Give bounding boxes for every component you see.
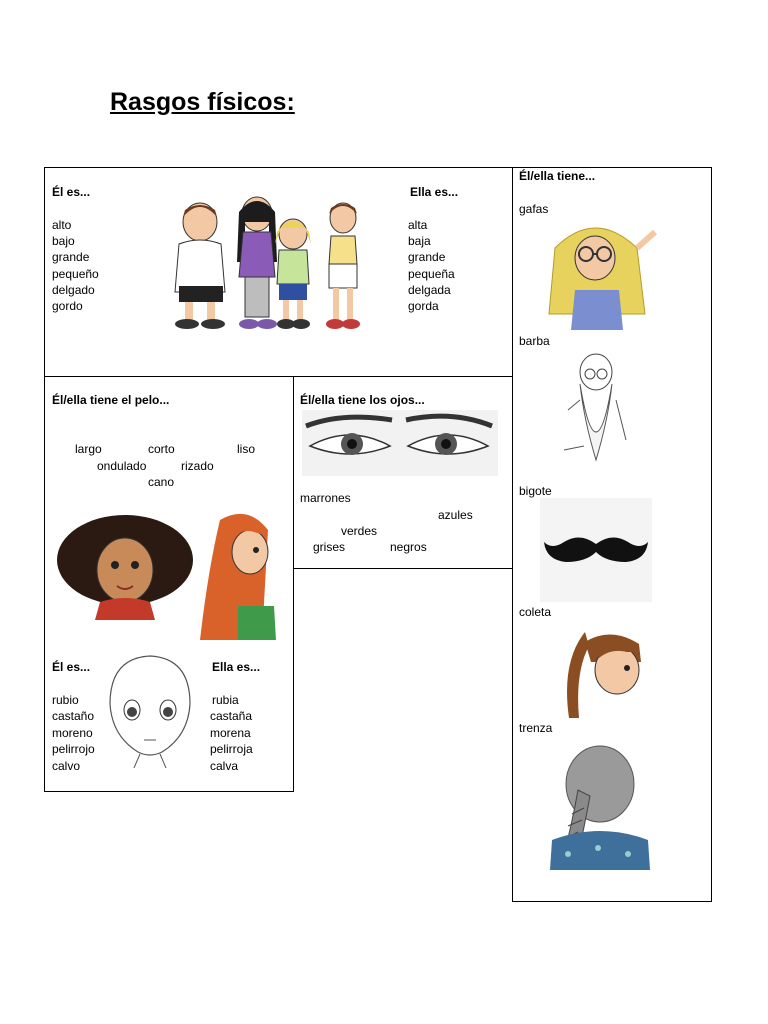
- hair-ella-es-heading: Ella es...: [212, 660, 261, 674]
- bald-head-sketch: [102, 652, 198, 768]
- feature-label-gafas: gafas: [519, 202, 549, 216]
- adj-el: alto: [52, 218, 72, 232]
- adj-el: bajo: [52, 234, 75, 248]
- braid-illustration: [548, 744, 652, 870]
- hair-el-es-heading: Él es...: [52, 660, 91, 674]
- adj-ella: gorda: [408, 299, 439, 313]
- eye-color: verdes: [341, 524, 378, 538]
- hair-color-ella: pelirroja: [210, 742, 253, 756]
- glasses-girl-illustration: [545, 218, 660, 330]
- hair-word: liso: [237, 442, 256, 456]
- eye-color: marrones: [300, 491, 351, 505]
- hair-color-ella: morena: [210, 726, 251, 740]
- hair-color-el: rubio: [52, 693, 79, 707]
- hair-color-ella: rubia: [212, 693, 239, 707]
- adj-el: delgado: [52, 283, 95, 297]
- feature-label-bigote: bigote: [519, 484, 552, 498]
- hair-color-el: calvo: [52, 759, 81, 773]
- eye-color: grises: [313, 540, 346, 554]
- curly-hair-kid-illustration: [55, 510, 195, 620]
- hair-color-ella: calva: [210, 759, 239, 773]
- features-heading: Él/ella tiene...: [519, 169, 596, 183]
- adj-ella: grande: [408, 250, 446, 264]
- feature-label-barba: barba: [519, 334, 550, 348]
- adj-ella: pequeña: [408, 267, 455, 281]
- mustache-illustration: [540, 498, 652, 602]
- adj-el: gordo: [52, 299, 83, 313]
- hair-color-el: moreno: [52, 726, 93, 740]
- eyes-heading: Él/ella tiene los ojos...: [300, 393, 425, 407]
- el-es-heading: Él es...: [52, 185, 91, 199]
- feature-label-coleta: coleta: [519, 605, 552, 619]
- adj-ella: alta: [408, 218, 428, 232]
- hair-word: cano: [148, 475, 175, 489]
- hair-color-ella: castaña: [210, 709, 253, 723]
- adj-el: grande: [52, 250, 90, 264]
- feature-label-trenza: trenza: [519, 721, 553, 735]
- kids-illustration: [165, 192, 375, 334]
- ponytail-girl-illustration: [555, 622, 647, 720]
- hair-word: largo: [75, 442, 102, 456]
- eyes-illustration: [302, 410, 498, 476]
- eye-color: negros: [390, 540, 427, 554]
- hair-word: ondulado: [97, 459, 147, 473]
- hair-word: rizado: [181, 459, 214, 473]
- adj-el: pequeño: [52, 267, 99, 281]
- hair-heading: Él/ella tiene el pelo...: [52, 393, 170, 407]
- hair-word: corto: [148, 442, 175, 456]
- page-title: Rasgos físicos:: [110, 88, 295, 116]
- adj-ella: delgada: [408, 283, 451, 297]
- eye-color: azules: [438, 508, 473, 522]
- adj-ella: baja: [408, 234, 431, 248]
- hair-color-el: pelirrojo: [52, 742, 95, 756]
- beard-man-sketch: [560, 350, 628, 480]
- long-red-hair-girl-illustration: [198, 510, 278, 642]
- hair-color-el: castaño: [52, 709, 95, 723]
- ella-es-heading: Ella es...: [410, 185, 459, 199]
